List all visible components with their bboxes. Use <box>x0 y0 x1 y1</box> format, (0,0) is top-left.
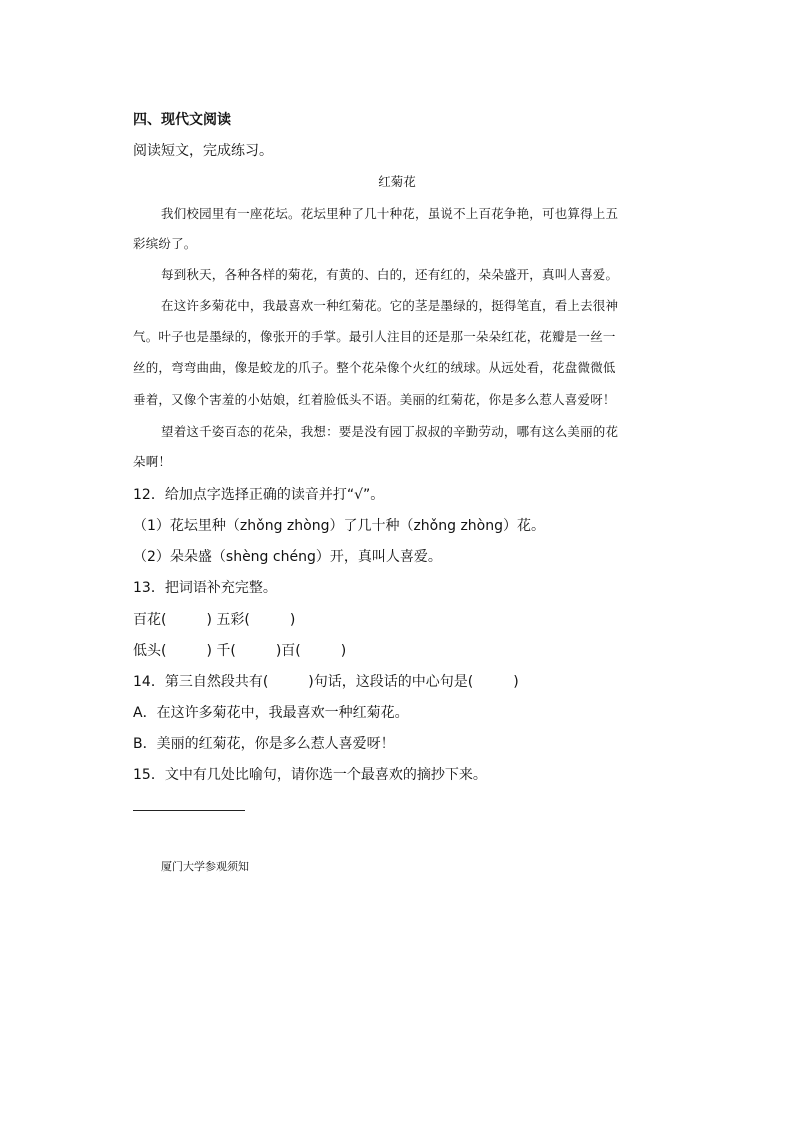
passage-line: 朵啊！ <box>133 454 172 469</box>
instruction-text: 阅读短文，完成练习。 <box>133 143 273 159</box>
q14-text: ) <box>513 674 519 690</box>
question-12-item-2: （2）朵朵盛（shèng chéng）开，真叫人喜爱。 <box>133 549 442 565</box>
q13-text: ) <box>289 612 296 628</box>
q13-text: ) 五彩( <box>206 612 250 628</box>
q13-text: ) <box>340 643 347 659</box>
q14-text: 14．第三自然段共有( <box>133 674 269 690</box>
question-13-stem: 13．把词语补充完整。 <box>133 580 277 596</box>
question-14-option-b: B．美丽的红菊花，你是多么惹人喜爱呀！ <box>133 736 395 752</box>
passage-line: 垂着，又像个害羞的小姑娘，红着脸低头不语。美丽的红菊花，你是多么惹人喜爱呀！ <box>133 392 616 407</box>
question-14-option-a: A．在这许多菊花中，我最喜欢一种红菊花。 <box>133 705 409 721</box>
q13-text: ) 千( <box>206 643 236 659</box>
q13-text: )百( <box>275 643 301 659</box>
question-12-item-1: （1）花坛里种（zhǒng zhòng）了几十种（zhǒng zhòng）花。 <box>133 518 545 534</box>
passage-line: 我们校园里有一座花坛。花坛里种了几十种花，虽说不上百花争艳，可也算得上五 <box>161 206 619 221</box>
q13-text: 百花( <box>133 612 167 628</box>
question-13-row-2 <box>133 640 346 660</box>
question-13-row-1 <box>133 609 295 629</box>
q14-text: )句话，这段话的中心句是( <box>308 674 474 690</box>
passage-line: 望着这千姿百态的花朵，我想：要是没有园丁叔叔的辛勤劳动，哪有这么美丽的花 <box>161 424 619 439</box>
question-15-stem: 15．文中有几处比喻句，请你选一个最喜欢的摘抄下来。 <box>133 767 487 783</box>
passage-line: 气。叶子也是墨绿的，像张开的手掌。最引人注目的还是那一朵朵红花，花瓣是一丝一 <box>133 329 616 344</box>
passage-line: 彩缤纷了。 <box>133 236 197 251</box>
question-12-stem: 12．给加点字选择正确的读音并打“√”。 <box>133 487 385 503</box>
question-14-stem <box>133 671 519 691</box>
passage-title: 红菊花 <box>378 174 416 189</box>
section-heading: 四、现代文阅读 <box>133 112 231 128</box>
passage-line: 每到秋天，各种各样的菊花，有黄的、白的，还有红的，朵朵盛开，真叫人喜爱。 <box>161 267 619 282</box>
footnote-divider <box>133 810 245 811</box>
passage-line: 在这许多菊花中，我最喜欢一种红菊花。它的茎是墨绿的，挺得笔直，看上去很神 <box>161 298 619 313</box>
passage-line: 丝的，弯弯曲曲，像是蛟龙的爪子。整个花朵像个火红的绒球。从远处看，花盘微微低 <box>133 360 616 375</box>
footnote-text: 厦门大学参观须知 <box>161 860 249 873</box>
q13-text: 低头( <box>133 643 167 659</box>
